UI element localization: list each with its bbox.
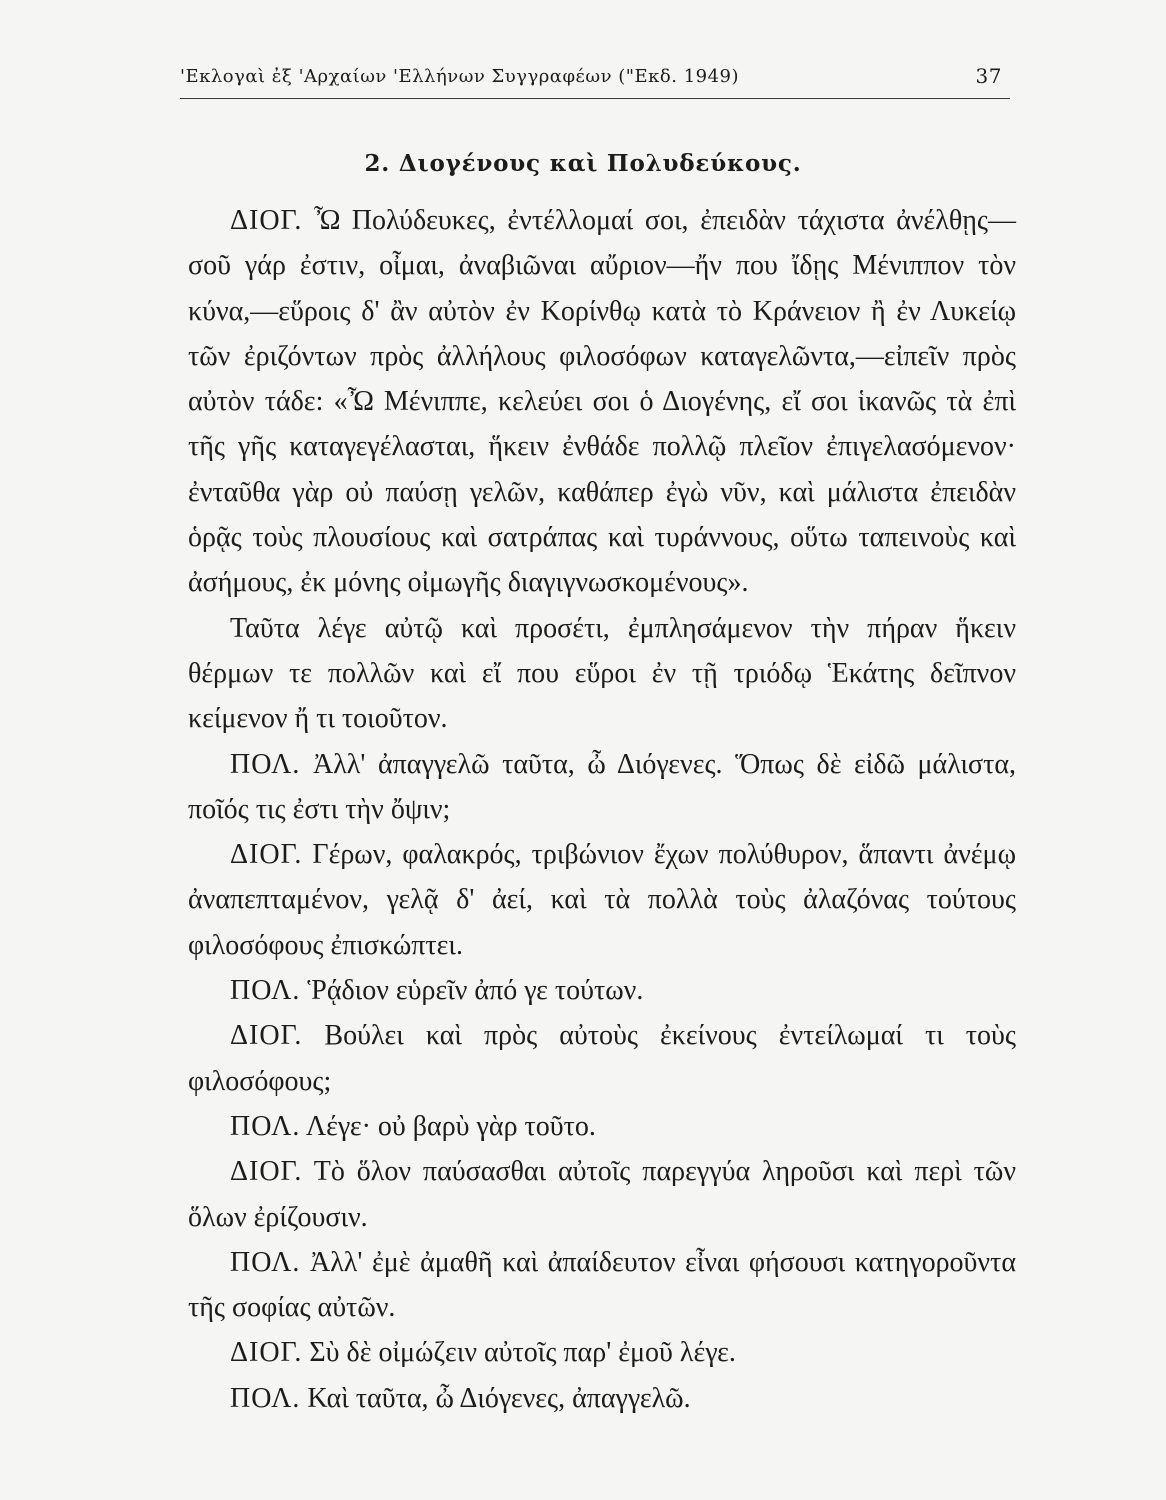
dialogue-paragraph <box>188 968 1016 1013</box>
paragraph-text: Τὸ ὅλον παύσασθαι αὐτοῖς παρεγγύα ληροῦσι καὶ περὶ τῶν ὅλων ἐρίζουσιν. <box>188 1156 1016 1233</box>
speaker-label: ΔΙΟΓ. <box>230 1156 303 1188</box>
speaker-label: ΔΙΟΓ. <box>230 1020 303 1052</box>
speaker-label: ΠΟΛ. <box>230 1110 301 1142</box>
dialogue-paragraph <box>188 1240 1016 1331</box>
dialogue-paragraph <box>188 1149 1016 1240</box>
paragraph-text: Ταῦτα λέγε αὐτῷ καὶ προσέτι, ἐμπλησάμενον τὴν πήραν ἥκειν θέρμων τε πολλῶν καὶ εἴ που εὕροι ἐν τῇ τριόδῳ Ἑκάτης δεῖπνον κείμενον ἤ τι τοιοῦτον. <box>188 612 1016 735</box>
dialogue-paragraph <box>188 832 1016 968</box>
dialogue-paragraph <box>188 1330 1016 1375</box>
speaker-label: ΠΟΛ. <box>230 975 301 1007</box>
paragraph-text: Σὺ δὲ οἰμώζειν αὐτοῖς παρ' ἐμοῦ λέγε. <box>309 1337 736 1369</box>
dialogue-paragraph <box>188 742 1016 833</box>
dialogue-paragraph <box>188 1376 1016 1421</box>
paragraph-text: Ῥᾴδιον εὑρεῖν ἀπό γε τούτων. <box>307 975 644 1007</box>
dialogue-paragraph <box>188 198 1016 606</box>
speaker-label: ΠΟΛ. <box>230 1382 301 1414</box>
dialogue-text <box>188 198 1016 1421</box>
speaker-label: ΔΙΟΓ. <box>230 839 303 871</box>
page-number: 37 <box>975 64 1002 88</box>
running-header <box>180 64 1010 99</box>
dialogue-paragraph <box>188 606 1016 742</box>
paragraph-text: Ὦ Πολύδευκες, ἐντέλλομαί σοι, ἐπειδὰν τάχιστα ἀνέλθῃς—σοῦ γάρ ἐστιν, οἶμαι, ἀναβιῶναι αὔριον—ἤν που ἴδῃς Μένιππον τὸν κύνα,—εὕροις δ' ἂν αὐτὸν ἐν Κορίνθῳ κατὰ τὸ Κράνειον ἢ ἐν Λυκείῳ τῶν ἐριζόντων πρὸς ἀλλήλους φιλοσόφων καταγελῶντα,—εἰπεῖν πρὸς αὐτὸν τάδε: «Ὦ Μένιππε, κελεύει σοι ὁ Διογένης, εἴ σοι ἱκανῶς τὰ ἐπὶ τῆς γῆς καταγεγέλασται, ἥκειν ἐνθάδε πολλῷ πλεῖον ἐπιγελασόμενον· ἐνταῦθα γὰρ οὐ παύσῃ γελῶν, καθάπερ ἐγὼ νῦν, καὶ μάλιστα ἐπειδὰν ὁρᾷς τοὺς πλουσίους καὶ σατράπας καὶ τυράννους, οὕτω ταπεινοὺς καὶ ἀσήμους, ἐκ μόνης οἰμωγῆς διαγιγνωσκομένους». <box>188 205 1017 599</box>
paragraph-text: Ἀλλ' ἀπαγγελῶ ταῦτα, ὦ Διόγενες. Ὅπως δὲ εἰδῶ μάλιστα, ποῖός τις ἐστι τὴν ὄψιν; <box>188 748 1017 825</box>
dialogue-paragraph <box>188 1104 1016 1149</box>
paragraph-text: Ἀλλ' ἐμὲ ἀμαθῆ καὶ ἀπαίδευτον εἶναι φήσουσι κατηγοροῦντα τῆς σοφίας αὐτῶν. <box>188 1246 1017 1324</box>
speaker-label: ΠΟΛ. <box>230 748 301 780</box>
paragraph-text: Καὶ ταῦτα, ὦ Διόγενες, ἀπαγγελῶ. <box>307 1382 691 1414</box>
dialogue-paragraph <box>188 1013 1016 1104</box>
speaker-label: ΔΙΟΓ. <box>230 205 303 236</box>
section-title: 2. Διογένους καὶ Πολυδεύκους. <box>364 150 802 177</box>
speaker-label: ΠΟΛ. <box>230 1246 301 1278</box>
paragraph-text: Βούλει καὶ πρὸς αὐτοὺς ἐκείνους ἐντείλωμαί τι τοὺς φιλοσόφους; <box>188 1020 1016 1097</box>
paragraph-text: Γέρων, φαλακρός, τριβώνιον ἔχων πολύθυρον, ἅπαντι ἀνέμῳ ἀναπεπταμένον, γελᾷ δ' ἀεί, καὶ τὰ πολλὰ τοὺς ἀλαζόνας τούτους φιλοσόφους ἐπισκώπτει. <box>188 839 1016 961</box>
running-header-title: 'Εκλογαὶ ἐξ 'Αρχαίων 'Ελλήνων Συγγραφέων ("Εκδ. 1949) <box>180 66 740 87</box>
paragraph-text: Λέγε· οὐ βαρὺ γὰρ τοῦτο. <box>305 1110 596 1142</box>
speaker-label: ΔΙΟΓ. <box>230 1337 303 1369</box>
